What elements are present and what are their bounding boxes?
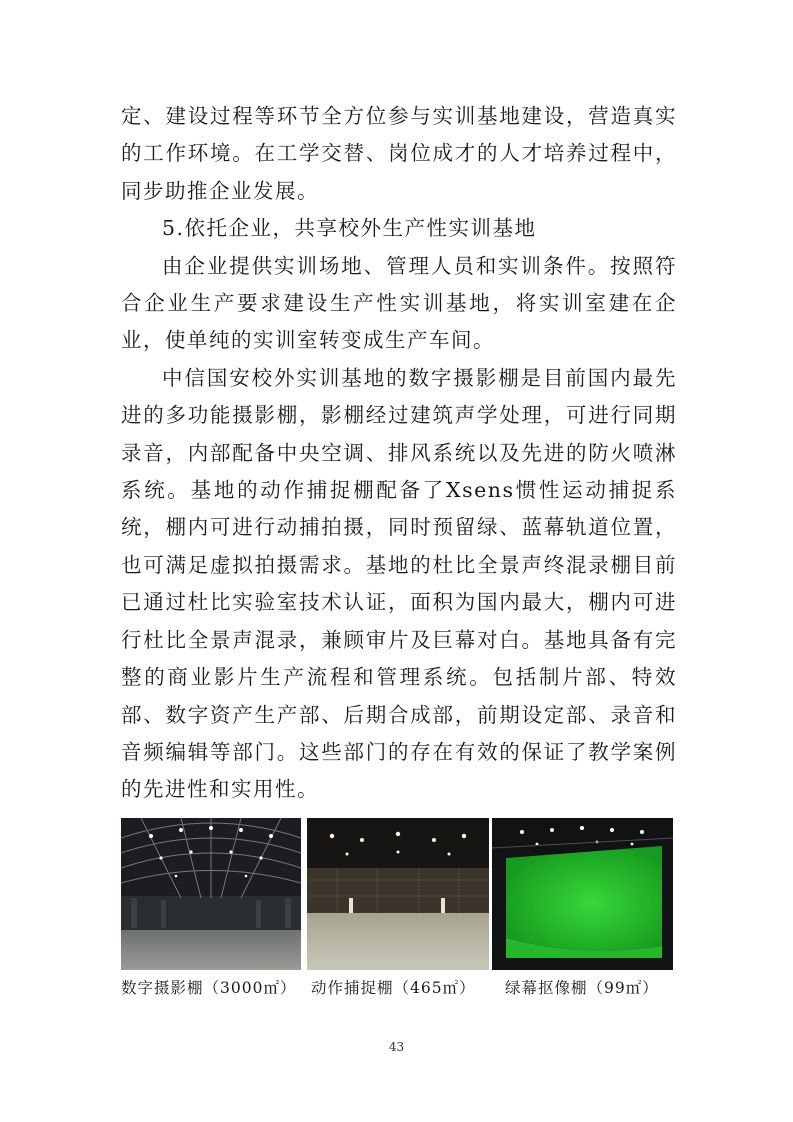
page-number: 43 xyxy=(388,1040,405,1054)
motion-capture-studio-photo xyxy=(307,818,489,970)
body-text xyxy=(121,98,677,809)
figure-caption: 绿幕抠像棚（99㎡） xyxy=(505,979,659,997)
figure-caption: 动作捕捉棚（465㎡） xyxy=(311,979,476,997)
green-screen-studio-photo xyxy=(492,818,673,970)
paragraph: 由企业提供实训场地、管理人员和实训条件。按照符合企业生产要求建设生产性实训基地，将实训室建在企业，使单纯的实训室转变成生产车间。 xyxy=(121,253,677,353)
section-heading: 5.依托企业，共享校外生产性实训基地 xyxy=(162,216,537,241)
figure-caption: 数字摄影棚（3000㎡） xyxy=(121,979,297,997)
paragraph: 中信国安校外实训基地的数字摄影棚是目前国内最先进的多功能摄影棚，影棚经过建筑声学处理，可进行同期录音，内部配备中央空调、排风系统以及先进的防火喷淋系统。基地的动作捕捉棚配备了Xsens惯性运动捕捉系统，棚内可进行动捕拍摄，同时预留绿、蓝幕轨道位置，也可满足虚拟拍摄需求。基地的杜比全景声终混录棚目前已通过杜比实验室技术认证，面积为国内最大，棚内可进行杜比全景声混录，兼顾审片及巨幕对白。基地具备有完整的商业影片生产流程和管理系统。包括制片部、特效部、数字资产生产部、后期合成部，前期设定部、录音和音频编辑等部门。这些部门的存在有效的保证了教学案例的先进性和实用性。 xyxy=(121,365,677,802)
paragraph-continuation: 定、建设过程等环节全方位参与实训基地建设，营造真实的工作环境。在工学交替、岗位成才的人才培养过程中，同步助推企业发展。 xyxy=(121,104,677,203)
digital-studio-photo xyxy=(121,818,301,970)
